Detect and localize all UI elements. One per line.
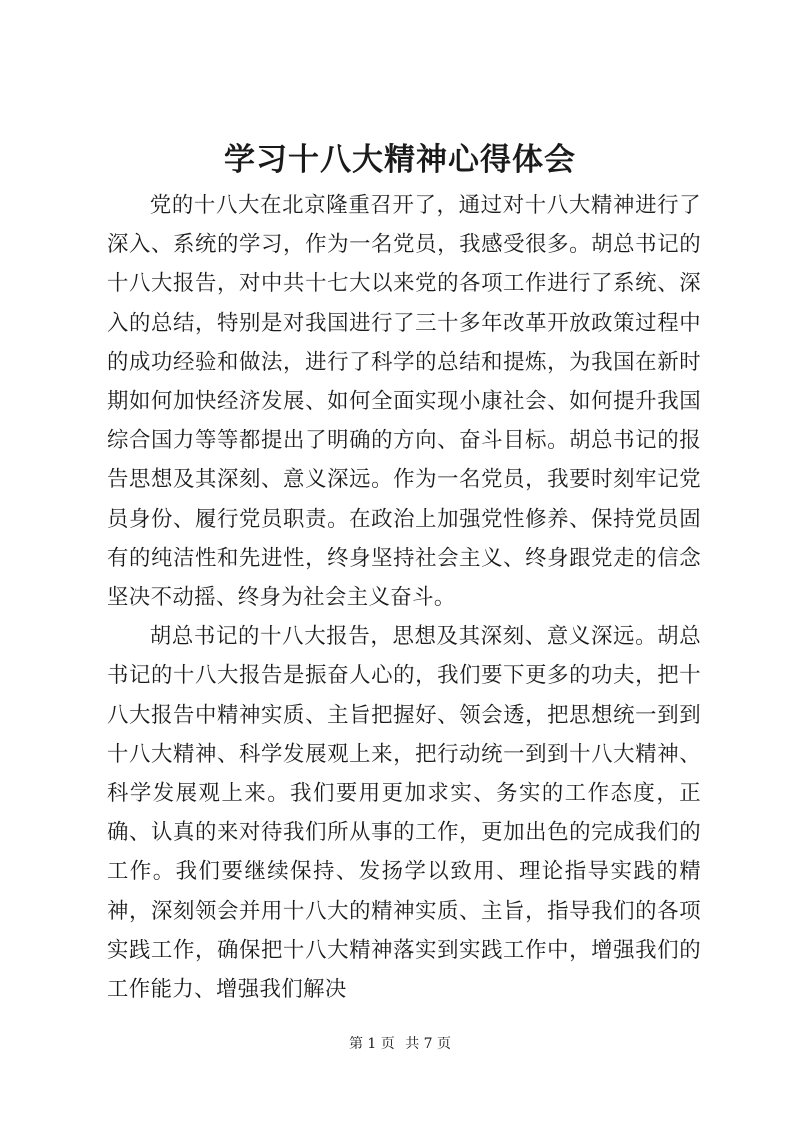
paragraph-2: 胡总书记的十八大报告，思想及其深刻、意义深远。胡总书记的十八大报告是振奋人心的，我们要下更多的功夫，把十八大报告中精神实质、主旨把握好、领会透，把思想统一到到十八大精神、科学发展观上来，把行动统一到到十八大精神、科学发展观上来。我们要用更加求实、务实的工作态度，正确、认真的来对待我们所从事的工作，更加出色的完成我们的工作。我们要继续保持、发扬学以致用、理论指导实践的精神，深刻领会并用十八大的精神实质、主旨，指导我们的各项实践工作，确保把十八大精神落实到实践工作中，增强我们的工作能力、增强我们解决 [107, 624, 701, 1003]
paragraph-1: 党的十八大在北京隆重召开了，通过对十八大精神进行了深入、系统的学习，作为一名党员，我感受很多。胡总书记的十八大报告，对中共十七大以来党的各项工作进行了系统、深入的总结，特别是对我国进行了三十多年改革开放政策过程中的成功经验和做法，进行了科学的总结和提炼，为我国在新时期如何加快经济发展、如何全面实现小康社会、如何提升我国综合国力等等都提出了明确的方向、奋斗目标。胡总书记的报告思想及其深刻、意义深远。作为一名党员，我要时刻牢记党员身份、履行党员职责。在政治上加强党性修养、保持党员固有的纯洁性和先进性，终身坚持社会主义、终身跟党走的信念坚决不动摇、终身为社会主义奋斗。 [107, 193, 701, 611]
document-body [107, 186, 701, 1009]
page-number: 第 1 页 [348, 1036, 395, 1052]
page-footer [0, 1034, 800, 1054]
document-title: 学习十八大精神心得体会 [224, 142, 576, 178]
page-total: 共 7 页 [405, 1036, 452, 1052]
